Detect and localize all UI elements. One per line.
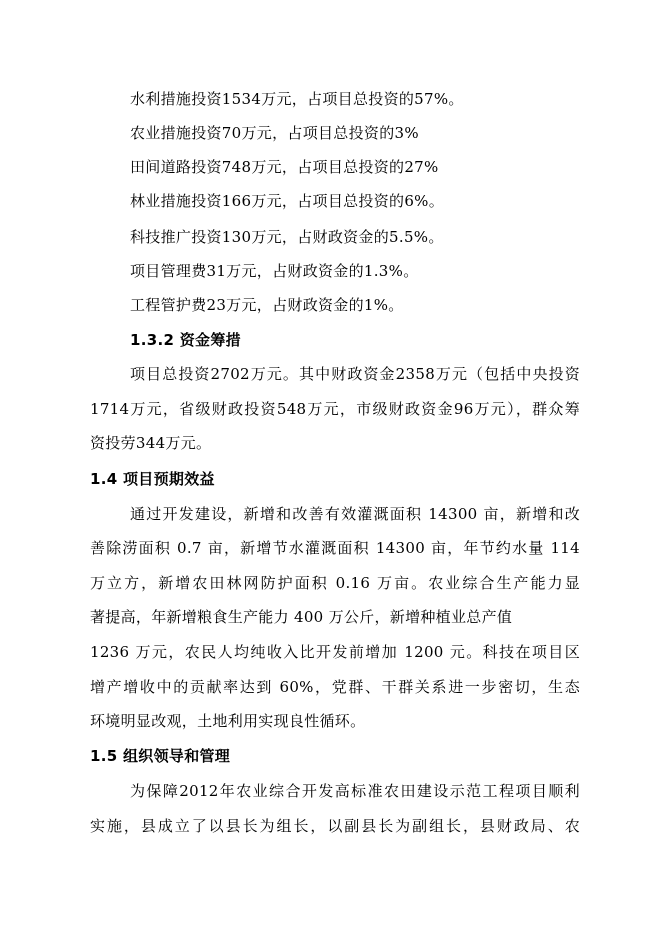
benefits-line: 善除涝面积 0.7 亩，新增节水灌溉面积 14300 亩，年节约水量 114	[90, 539, 580, 557]
investment-item-agriculture: 农业措施投资70万元，占项目总投资的3%	[130, 124, 419, 142]
organization-line: 为保障2012年农业综合开发高标准农田建设示范工程项目顺利	[130, 782, 580, 800]
benefits-line: 环境明显改观，土地利用实现良性循环。	[90, 712, 366, 730]
benefits-line: 增产增收中的贡献率达到 60%，党群、干群关系进一步密切，生态	[90, 678, 580, 696]
benefits-line: 著提高，年新增粮食生产能力 400 万公斤，新增种植业总产值	[90, 608, 513, 626]
section-heading-organization: 1.5 组织领导和管理	[90, 747, 231, 765]
funding-line: 1714万元，省级财政投资548万元，市级财政资金96万元），群众筹	[90, 400, 580, 418]
benefits-line: 万立方，新增农田林网防护面积 0.16 万亩。农业综合生产能力显	[90, 574, 580, 592]
section-heading-benefits: 1.4 项目预期效益	[90, 470, 215, 488]
benefits-line: 1236 万元，农民人均纯收入比开发前增加 1200 元。科技在项目区	[90, 643, 580, 661]
funding-line: 项目总投资2702万元。其中财政资金2358万元（包括中央投资	[130, 365, 580, 383]
organization-line: 实施，县成立了以县长为组长，以副县长为副组长，县财政局、农	[90, 817, 580, 835]
investment-item-maintenance: 工程管护费23万元，占财政资金的1%。	[130, 296, 404, 314]
investment-item-technology: 科技推广投资130万元，占财政资金的5.5%。	[130, 228, 444, 246]
benefits-line: 通过开发建设，新增和改善有效灌溉面积 14300 亩，新增和改	[130, 505, 580, 523]
investment-item-roads: 田间道路投资748万元，占项目总投资的27%	[130, 158, 439, 176]
investment-item-forestry: 林业措施投资166万元，占项目总投资的6%。	[130, 192, 445, 210]
investment-item-water: 水利措施投资1534万元，占项目总投资的57%。	[130, 90, 464, 108]
section-heading-funding: 1.3.2 资金筹措	[130, 331, 241, 349]
investment-item-management: 项目管理费31万元，占财政资金的1.3%。	[130, 262, 419, 280]
funding-line: 资投劳344万元。	[90, 434, 212, 452]
